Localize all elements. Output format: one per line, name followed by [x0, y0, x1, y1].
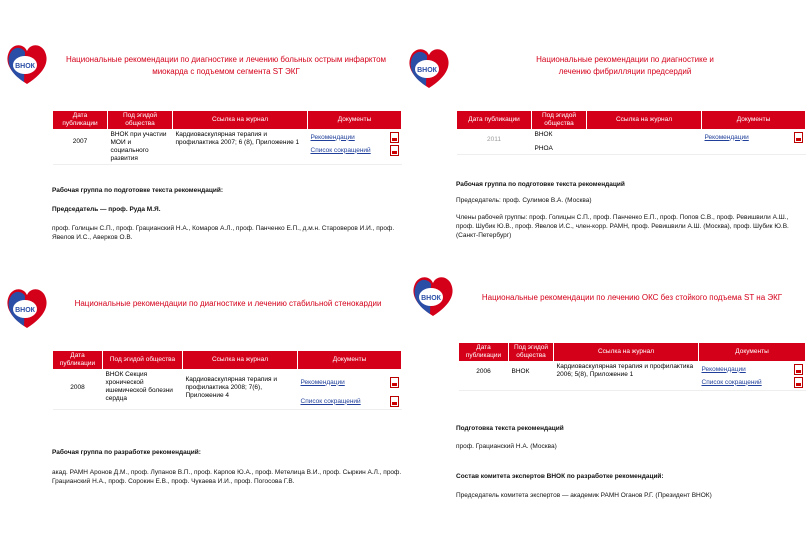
header-society: Под эгидой общества	[509, 343, 554, 362]
recommendations-link[interactable]: Рекомендации	[704, 133, 749, 141]
pdf-icon[interactable]	[794, 132, 803, 143]
abbreviations-link[interactable]: Список сокращений	[310, 146, 371, 154]
header-society: Под эгидой общества	[532, 111, 587, 130]
group-chair: Председатель — проф. Руда М.Я.	[52, 206, 161, 213]
group-members: акад. РАМН Аронов Д.М., проф. Лупанов В.П., проф. Карпов Ю.А., проф. Метелица В.И., проф. Сыркин А.Л., проф. Грацианский Н.А., проф. Сорокин Е.В., проф. Чукаева И.И., проф. Погосова Г.В.	[52, 469, 402, 485]
pdf-icon[interactable]	[390, 396, 399, 407]
group-label: Рабочая группа по подготовке текста рекомендаций:	[52, 187, 224, 194]
group-members: проф. Голицын С.П., проф. Грацианский Н.А., Комаров А.Л., проф. Панченко Е.П., д.м.н. Староверов И.И., проф. Явелов И.С., Аверков О.В.	[52, 225, 395, 241]
header-date: Дата публикации	[53, 111, 108, 130]
recommendations-table	[456, 110, 806, 155]
header-date: Дата публикации	[459, 343, 509, 362]
row-journal: Кардиоваскулярная терапия и профилактика 2008; 7(6), Приложение 4	[183, 370, 298, 410]
table-row	[459, 362, 806, 391]
header-docs: Документы	[702, 111, 806, 130]
recommendations-link[interactable]: Рекомендации	[701, 365, 746, 373]
recommendations-link[interactable]: Рекомендации	[310, 133, 355, 141]
recommendations-table	[52, 110, 402, 165]
header-docs: Документы	[699, 343, 806, 362]
committee-label: Состав комитета экспертов ВНОК по разработке рекомендаций:	[456, 473, 664, 480]
prep-author: проф. Грацианский Н.А. (Москва)	[456, 443, 557, 450]
header-journal: Ссылка на журнал	[173, 111, 308, 130]
vnok-logo	[406, 44, 452, 90]
header-journal: Ссылка на журнал	[183, 351, 298, 370]
row-society: ВНОК	[509, 362, 554, 391]
vnok-logo	[4, 284, 50, 330]
row-date: 2007	[53, 130, 108, 165]
row-journal: Кардиоваскулярная терапия и профилактика 2007; 6 (8), Приложение 1	[173, 130, 308, 165]
pdf-icon[interactable]	[390, 145, 399, 156]
header-journal: Ссылка на журнал	[554, 343, 699, 362]
group-label: Рабочая группа по разработке рекомендаций:	[52, 449, 201, 456]
group-members: Члены рабочей группы: проф. Голицын С.П., проф. Панченко Е.П., проф. Попов С.В., проф. Ревишвили А.Ш., проф. Шубик Ю.В., проф. Явелов И.С., член-корр. РАМН, проф. Ревишвили А.Ш. (Москва), проф. Шубик Ю.В. (Санкт-Петербург)	[456, 214, 789, 239]
pdf-icon[interactable]	[390, 132, 399, 143]
header-society: Под эгидой общества	[103, 351, 183, 370]
abbreviations-link[interactable]: Список сокращений	[701, 378, 762, 386]
page-title: Национальные рекомендации по лечению ОКС без стойкого подъема ST на ЭКГ	[481, 293, 783, 302]
logo-text: ВНОК	[15, 307, 35, 314]
group-chair: Председатель: проф. Сулимов В.А. (Москва)	[456, 197, 592, 204]
committee-chair: Председатель комитета экспертов — академик РАМН Оганов Р.Г. (Президент ВНОК)	[456, 492, 712, 499]
recommendations-table	[458, 342, 806, 391]
header-journal: Ссылка на журнал	[587, 111, 702, 130]
table-row	[53, 130, 402, 165]
logo-text: ВНОК	[15, 63, 35, 70]
pdf-icon[interactable]	[390, 377, 399, 388]
vnok-logo	[4, 40, 50, 86]
row-date: 2006	[459, 362, 509, 391]
abbreviations-link[interactable]: Список сокращений	[300, 397, 361, 405]
row-society: ВНОК Секция хронической ишемической болезни сердца	[103, 370, 183, 410]
header-date: Дата публикации	[457, 111, 532, 130]
row-society: ВНОК при участии МОИ и социального развития	[108, 130, 173, 165]
row-society-rnoa: РНОА	[534, 145, 553, 152]
logo-text: ВНОК	[417, 67, 437, 74]
header-society: Под эгидой общества	[108, 111, 173, 130]
prep-label: Подготовка текста рекомендаций	[456, 425, 564, 432]
row-date: 2008	[53, 370, 103, 410]
pdf-icon[interactable]	[794, 377, 803, 388]
header-docs: Документы	[298, 351, 402, 370]
page-title: Национальные рекомендации по диагностике и лечению стабильной стенокардии	[74, 299, 382, 308]
group-label: Рабочая группа по подготовке текста рекомендаций	[456, 181, 625, 188]
header-date: Дата публикации	[53, 351, 103, 370]
table-row	[53, 370, 402, 410]
vnok-logo	[410, 272, 456, 318]
row-journal: Кардиоваскулярная терапия и профилактика 2006; 5(8), Приложение 1	[554, 362, 699, 391]
recommendations-table	[52, 350, 402, 410]
table-row	[457, 130, 806, 155]
recommendations-link[interactable]: Рекомендации	[300, 378, 345, 386]
row-date: 2011	[457, 130, 532, 155]
header-docs: Документы	[308, 111, 402, 130]
page-title: Национальные рекомендации по диагностике и лечению больных острым инфарктом миокарда с подъемом сегмента ST ЭКГ	[65, 55, 387, 76]
page-title: Национальные рекомендации по диагностике и лечению фибрилляции предсердий	[536, 55, 714, 76]
logo-text: ВНОК	[421, 295, 441, 302]
pdf-icon[interactable]	[794, 364, 803, 375]
row-society-vnok: ВНОК	[534, 131, 553, 138]
